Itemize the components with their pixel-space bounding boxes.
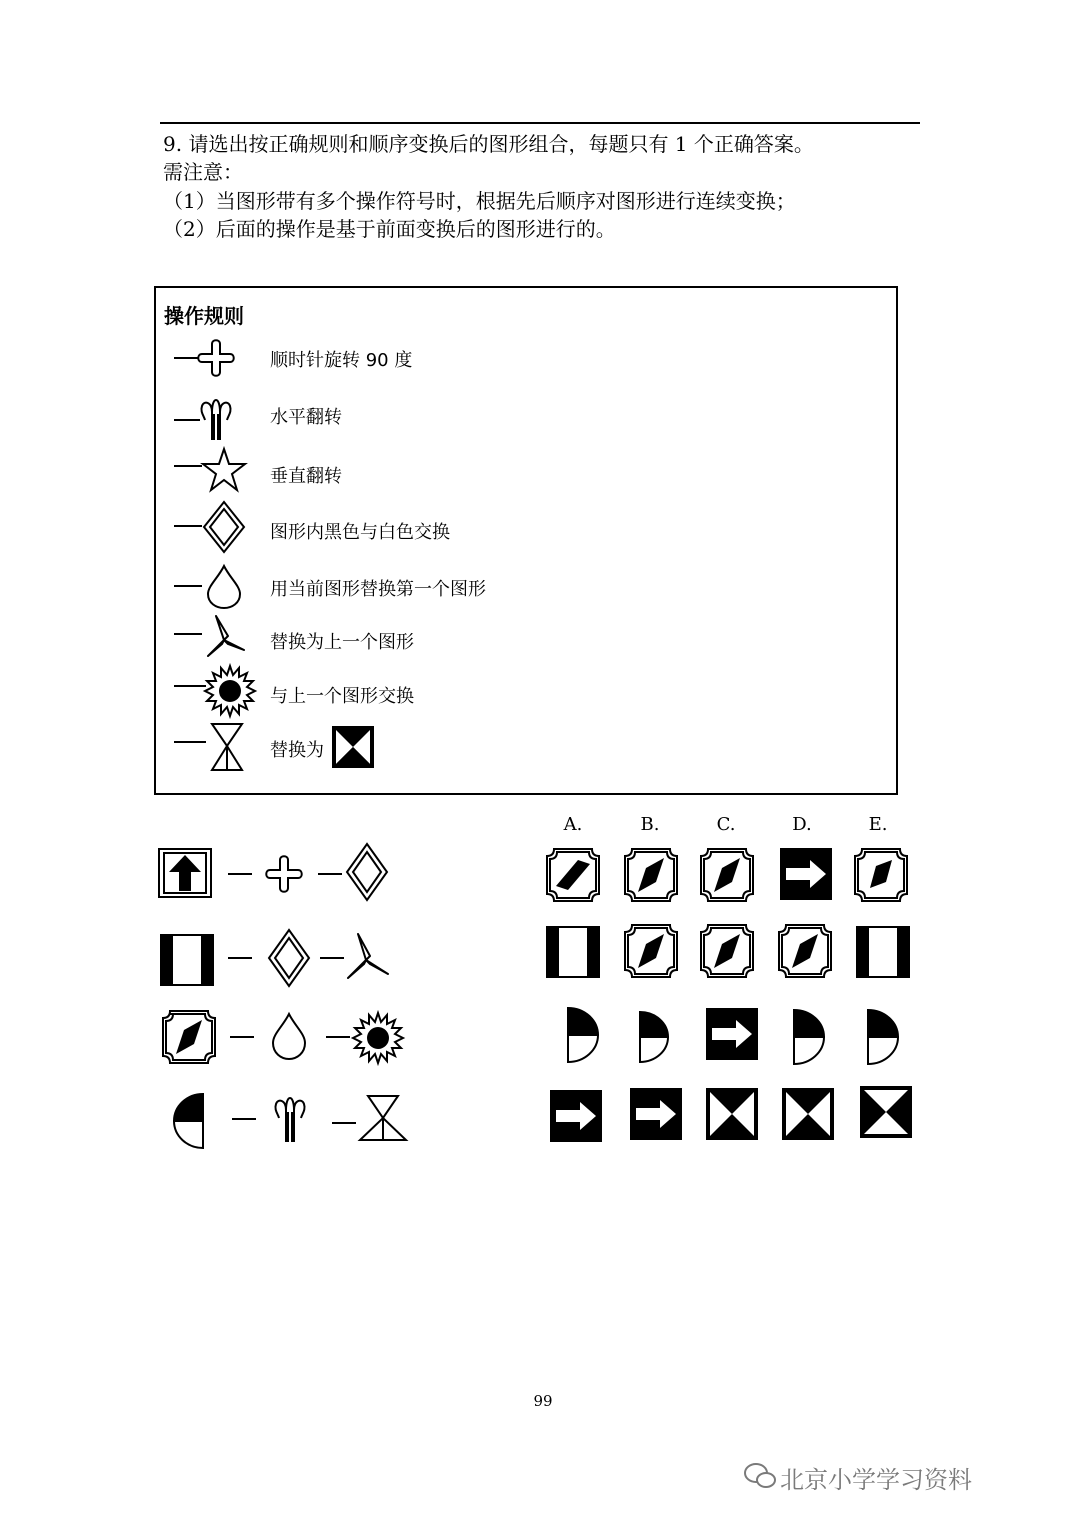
option-letter-c: C.	[716, 814, 736, 835]
rule-text-hflip: 水平翻转	[270, 407, 342, 428]
opt-r4-a[interactable]	[550, 1090, 602, 1142]
opt-r3-c[interactable]	[706, 1008, 758, 1060]
opt-r3-b[interactable]	[636, 1010, 670, 1064]
opt-r2-e[interactable]	[856, 926, 910, 978]
question-line-3: （1）当图形带有多个操作符号时，根据先后顺序对图形进行连续变换；	[163, 189, 796, 213]
opt-r3-a[interactable]	[562, 1006, 600, 1064]
rule-text-replace-prev: 替换为上一个图形	[270, 632, 414, 653]
opt-r4-c[interactable]	[706, 1088, 758, 1140]
option-letter-a: A.	[563, 814, 583, 835]
q3-sun-icon	[352, 1012, 404, 1064]
q1-dash-1	[228, 873, 252, 875]
question-line-4: （2）后面的操作是基于前面变换后的图形进行的。	[163, 217, 616, 241]
opt-r2-c[interactable]	[700, 924, 754, 978]
rule-text-swap-prev: 与上一个图形交换	[270, 686, 414, 707]
q1-up-arrow-box	[158, 848, 212, 898]
fountain-icon	[172, 392, 252, 444]
q4-dash-2	[332, 1122, 356, 1124]
rules-box	[154, 286, 898, 795]
question-line-2: 需注意：	[163, 160, 243, 184]
q3-notched-parallelogram	[162, 1010, 216, 1064]
triple-triangle-icon	[172, 720, 262, 774]
header-rule	[160, 122, 920, 124]
q4-dash-1	[232, 1118, 256, 1120]
opt-r4-e[interactable]	[860, 1086, 912, 1138]
q4-fountain-icon	[266, 1092, 314, 1146]
hourglass-box-icon	[332, 726, 374, 768]
opt-r1-c[interactable]	[700, 848, 754, 902]
opt-r3-d[interactable]	[790, 1008, 828, 1064]
pinwheel-icon	[172, 612, 252, 662]
q2-pinwheel-icon	[344, 930, 394, 986]
q2-dash-1	[228, 957, 252, 959]
diamond-icon	[172, 500, 252, 556]
option-letter-d: D.	[792, 814, 812, 835]
q1-diamond-icon	[344, 842, 390, 902]
opt-r2-b[interactable]	[624, 924, 678, 978]
q2-bars-box	[160, 934, 214, 986]
opt-r1-a[interactable]	[546, 848, 600, 902]
opt-r2-a[interactable]	[546, 926, 600, 978]
drop-icon	[172, 562, 252, 612]
q4-quarter-semicircle	[172, 1092, 208, 1150]
q1-dash-2	[318, 873, 342, 875]
opt-r3-e[interactable]	[864, 1008, 900, 1064]
q3-dash-2	[326, 1036, 350, 1038]
q3-dash-1	[230, 1036, 254, 1038]
watermark-text: 北京小学学习资料	[780, 1466, 972, 1494]
opt-r2-d[interactable]	[778, 924, 832, 978]
q4-triple-triangle-icon	[358, 1094, 408, 1146]
question-line-1: 9. 请选出按正确规则和顺序变换后的图形组合，每题只有 1 个正确答案。	[163, 132, 814, 156]
option-letter-b: B.	[640, 814, 660, 835]
q2-dash-2	[320, 957, 344, 959]
q2-diamond-icon	[266, 928, 312, 988]
rule-text-rotate: 顺时针旋转 90 度	[270, 350, 413, 371]
page-number: 99	[533, 1392, 553, 1410]
opt-r1-d[interactable]	[780, 848, 832, 900]
option-letter-e: E.	[868, 814, 888, 835]
rule-text-replace-with: 替换为	[270, 740, 324, 761]
rule-text-invert: 图形内黑色与白色交换	[270, 522, 450, 543]
star-icon	[172, 446, 252, 496]
rule-text-vflip: 垂直翻转	[270, 466, 342, 487]
opt-r1-b[interactable]	[624, 848, 678, 902]
sun-icon	[172, 664, 262, 718]
opt-r4-d[interactable]	[782, 1088, 834, 1140]
opt-r1-e[interactable]	[854, 848, 908, 902]
clover-cross-icon	[172, 334, 252, 382]
q3-drop-icon	[270, 1012, 308, 1062]
rules-title: 操作规则	[164, 304, 244, 328]
rule-text-replace-first: 用当前图形替换第一个图形	[270, 579, 486, 600]
q1-clover-cross-icon	[260, 852, 308, 898]
opt-r4-b[interactable]	[630, 1088, 682, 1140]
wechat-icon	[744, 1462, 776, 1490]
